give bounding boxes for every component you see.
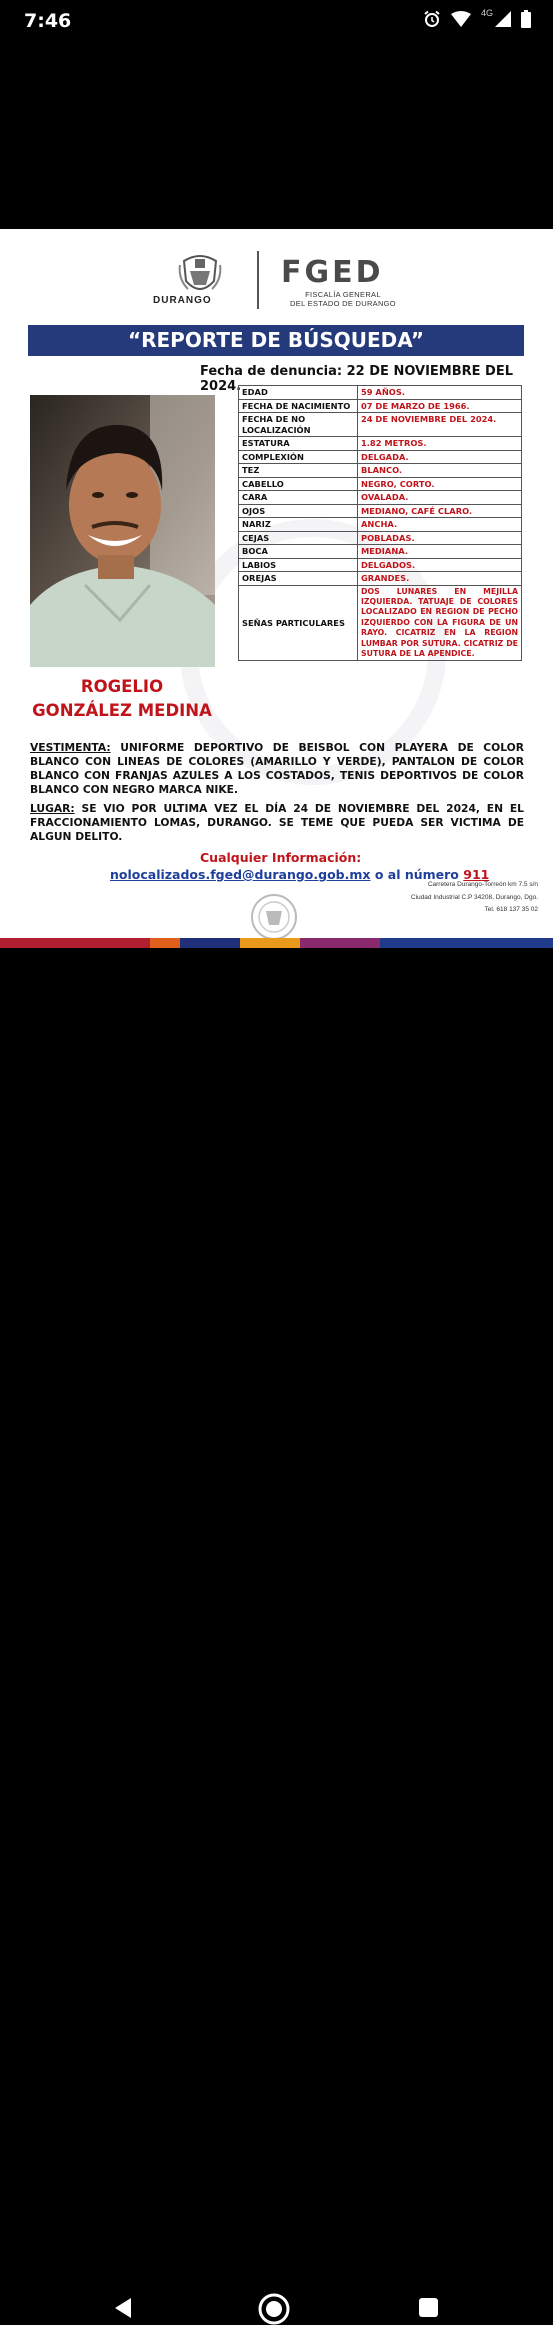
row-label: FECHA DE NO LOCALIZACIÓN [239, 413, 358, 437]
table-row [239, 464, 522, 478]
person-name [22, 675, 222, 723]
table-row [239, 491, 522, 505]
signal-icon [495, 11, 511, 27]
row-label: LABIOS [239, 558, 358, 572]
row-label: BOCA [239, 545, 358, 559]
battery-icon [521, 10, 531, 28]
row-label: TEZ [239, 464, 358, 478]
report-title-banner: “REPORTE DE BÚSQUEDA” [28, 325, 524, 356]
coat-of-arms-icon [178, 251, 222, 299]
row-label: ESTATURA [239, 437, 358, 451]
table-row [239, 545, 522, 559]
row-value: 59 AÑOS. [358, 386, 522, 400]
row-value: OVALADA. [358, 491, 522, 505]
row-value: 24 DE NOVIEMBRE DEL 2024. [358, 413, 522, 437]
network-type: 4G [480, 8, 493, 18]
alarm-icon [423, 10, 441, 28]
row-label: OREJAS [239, 572, 358, 586]
state-seal-icon [250, 893, 298, 941]
agency-subtitle-line-2: DEL ESTADO DE DURANGO [290, 299, 396, 308]
row-value: DELGADOS. [358, 558, 522, 572]
row-value: GRANDES. [358, 572, 522, 586]
status-icons [423, 10, 531, 28]
table-row [239, 450, 522, 464]
address-line-3: Tel. 618 137 35 02 [484, 906, 538, 913]
navigation-bar [0, 1140, 553, 1200]
home-icon[interactable] [258, 2293, 290, 2325]
row-value: 07 DE MARZO DE 1966. [358, 399, 522, 413]
row-label: OJOS [239, 504, 358, 518]
row-label: CABELLO [239, 477, 358, 491]
description-table [238, 385, 522, 661]
person-photo [30, 395, 215, 667]
vestimenta-paragraph [30, 741, 524, 797]
recents-icon[interactable] [419, 2298, 438, 2317]
row-value: DOS LUNARES EN MEJILLA IZQUIERDA. TATUAJE DE COLORES LOCALIZADO EN REGION DE PECHO IZQUIERDO CON LA FIGURA DE UN RAYO. CICATRIZ EN LA REGION LUMBAR POR SUTURA. CICATRIZ DE SUTURA DE LA APENDICE. [358, 585, 522, 661]
row-label: SEÑAS PARTICULARES [239, 585, 358, 661]
status-time: 7:46 [24, 10, 72, 32]
row-label: NARIZ [239, 518, 358, 532]
row-value: MEDIANA. [358, 545, 522, 559]
row-label: EDAD [239, 386, 358, 400]
table-row [239, 413, 522, 437]
address-line-1: Carretera Durango-Torreón km 7.5 s/n [427, 881, 538, 888]
color-stripe [0, 938, 553, 948]
back-icon[interactable] [113, 2297, 133, 2319]
wifi-icon [451, 11, 471, 27]
vestimenta-label: VESTIMENTA: [30, 741, 111, 754]
table-row [239, 504, 522, 518]
row-value: POBLADAS. [358, 531, 522, 545]
row-label: CARA [239, 491, 358, 505]
person-last-name: GONZÁLEZ MEDINA [32, 701, 212, 720]
vestimenta-text: UNIFORME DEPORTIVO DE BEISBOL CON PLAYERA DE COLOR BLANCO CON LINEAS DE COLORES (AMARILLO Y VERDE), PANTALON DE COLOR BLANCO CON FRANJAS AZULES A LOS COSTADOS, TENIS DEPORTIVOS DE COLOR BLANCO CON NEGRO MARCA NIKE. [30, 741, 524, 796]
report-date: Fecha de denuncia: 22 DE NOVIEMBRE DEL 2024. [200, 364, 514, 394]
or-text: o al número [374, 867, 459, 882]
lugar-label: LUGAR: [30, 802, 75, 815]
header-divider [257, 251, 259, 309]
info-heading: Cualquier Información: [200, 850, 362, 865]
row-value: DELGADA. [358, 450, 522, 464]
status-bar [0, 0, 553, 40]
row-label: CEJAS [239, 531, 358, 545]
table-row [239, 585, 522, 661]
table-row [239, 477, 522, 491]
email-link[interactable]: nolocalizados.fged@durango.gob.mx [110, 867, 371, 882]
address-line-2: Ciudad Industrial C.P 34208, Durango, Dgo. [410, 893, 538, 901]
phone-number[interactable]: 911 [463, 867, 490, 882]
office-address [374, 879, 538, 917]
row-value: MEDIANO, CAFÉ CLARO. [358, 504, 522, 518]
agency-subtitle-line-1: FISCALÍA GENERAL [305, 290, 381, 299]
table-row [239, 399, 522, 413]
person-first-name: ROGELIO [80, 677, 164, 696]
agency-subtitle [282, 290, 404, 308]
table-row [239, 437, 522, 451]
durango-logo-text: DURANGO [153, 295, 212, 306]
lugar-paragraph [30, 802, 524, 844]
table-row [239, 386, 522, 400]
row-value: 1.82 METROS. [358, 437, 522, 451]
table-row [239, 558, 522, 572]
row-value: ANCHA. [358, 518, 522, 532]
lugar-text: SE VIO POR ULTIMA VEZ EL DÍA 24 DE NOVIEMBRE DEL 2024, EN EL FRACCIONAMIENTO LOMAS, DURANGO. SE TEME QUE PUEDA SER VICTIMA DE ALGUN DELITO. [30, 802, 524, 843]
table-row [239, 572, 522, 586]
row-value: BLANCO. [358, 464, 522, 478]
missing-person-poster [0, 229, 553, 948]
poster-header [0, 229, 553, 325]
table-row [239, 518, 522, 532]
agency-name: FGED [281, 255, 384, 290]
table-row [239, 531, 522, 545]
row-value: NEGRO, CORTO. [358, 477, 522, 491]
row-label: FECHA DE NACIMIENTO [239, 399, 358, 413]
row-label: COMPLEXIÓN [239, 450, 358, 464]
